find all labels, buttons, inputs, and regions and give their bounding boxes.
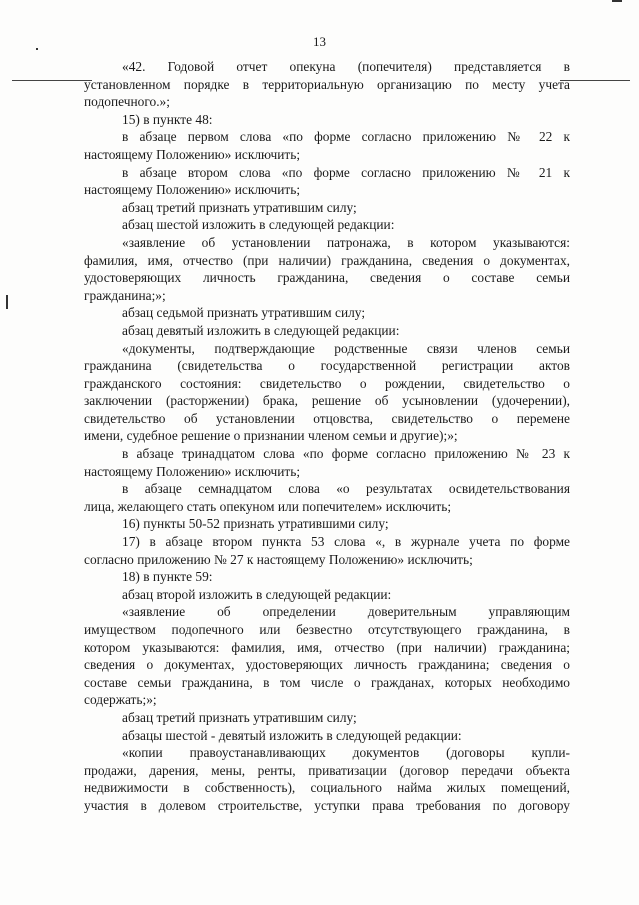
text-line: удостоверяющих личность гражданина, сведения о составе семьи: [84, 270, 570, 286]
text-line: содержать;»;: [84, 692, 157, 708]
text-line: 15) в пункте 48:: [122, 111, 213, 127]
text-line: «копии правоустанавливающих документов (договоры купли-: [122, 745, 570, 761]
text-line: «42. Годовой отчет опекуна (попечителя) представляется в: [122, 59, 570, 74]
text-line: согласно приложению № 27 к настоящему Положению» исключить;: [84, 551, 473, 567]
text-line: «заявление об определении доверительным управляющим: [122, 604, 570, 620]
document-body: [84, 58, 570, 815]
text-line: 16) пункты 50-52 признать утратившими силу;: [122, 516, 389, 532]
text-line: абзац третий признать утратившим силу;: [122, 199, 357, 215]
text-line: настоящему Положению» исключить;: [84, 146, 301, 162]
text-line: имени, судебное решение о признании членом семьи и другие);»;: [84, 428, 458, 444]
scan-mark-left-2: [36, 48, 38, 50]
text-line: заключении (расторжении) брака, решение об усыновлении (удочерении),: [84, 393, 570, 409]
text-line: «документы, подтверждающие родственные связи членов семьи: [122, 340, 570, 356]
text-line: недвижимости в собственность), социального найма жилых помещений,: [84, 780, 570, 796]
text-line: в абзаце первом слова «по форме согласно приложению № 22 к: [122, 129, 570, 145]
text-line: настоящему Положению» исключить;: [84, 463, 301, 479]
text-line: гражданского состояния: свидетельство о рождении, свидетельство о: [84, 375, 570, 391]
text-line: фамилия, имя, отчество (при наличии) гражданина, сведения о документах,: [84, 252, 570, 268]
text-line: участия в долевом строительстве, уступки права требования по договору: [84, 797, 570, 813]
text-line: котором указываются: фамилия, имя, отчество (при наличии) гражданина;: [84, 639, 570, 655]
text-line: абзац шестой изложить в следующей редакции:: [122, 217, 395, 233]
scan-mark-topright: [612, 0, 622, 2]
text-line: абзац третий признать утратившим силу;: [122, 709, 357, 725]
text-line: в абзаце втором слова «по форме согласно приложению № 21 к: [122, 164, 570, 180]
text-line: «заявление об установлении патронажа, в котором указываются:: [122, 234, 570, 250]
text-line: абзац второй изложить в следующей редакции:: [122, 586, 392, 602]
text-line: в абзаце тринадцатом слова «по форме согласно приложению № 23 к: [122, 446, 570, 462]
text-line: гражданина (свидетельства о государственной регистрации актов: [84, 358, 570, 374]
text-line: настоящему Положению» исключить;: [84, 182, 301, 198]
text-line: 18) в пункте 59:: [122, 569, 213, 585]
text-line: продажи, дарения, мены, ренты, приватизации (договор передачи объекта: [84, 762, 570, 778]
text-line: лица, желающего стать опекуном или попечителем» исключить;: [84, 498, 452, 514]
text-line: абзац седьмой признать утратившим силу;: [122, 305, 366, 321]
text-line: гражданина;»;: [84, 287, 166, 303]
scan-rule-top: [12, 80, 92, 81]
text-line: свидетельство об установлении отцовства, свидетельство о перемене: [84, 410, 570, 426]
text-line: в абзаце семнадцатом слова «о результатах освидетельствования: [122, 481, 570, 497]
scan-rule-right: [560, 80, 630, 81]
text-line: 17) в абзаце втором пункта 53 слова «, в журнале учета по форме: [122, 534, 570, 550]
page-number: 13: [313, 34, 326, 49]
text-line: сведения о документах, удостоверяющих личность гражданина; сведения о: [84, 657, 570, 673]
text-line: имуществом подопечного или безвестно отсутствующего гражданина, в: [84, 622, 570, 637]
text-line: абзацы шестой - девятый изложить в следующей редакции:: [122, 727, 462, 743]
text-line: подопечного.»;: [84, 94, 170, 110]
text-line: установленном порядке в территориальную организацию по месту учета: [84, 76, 570, 92]
scan-mark-left: [6, 295, 8, 309]
text-line: абзац девятый изложить в следующей редакции:: [122, 322, 400, 338]
text-line: составе семьи гражданина, в том числе о гражданах, которых необходимо: [84, 674, 570, 690]
